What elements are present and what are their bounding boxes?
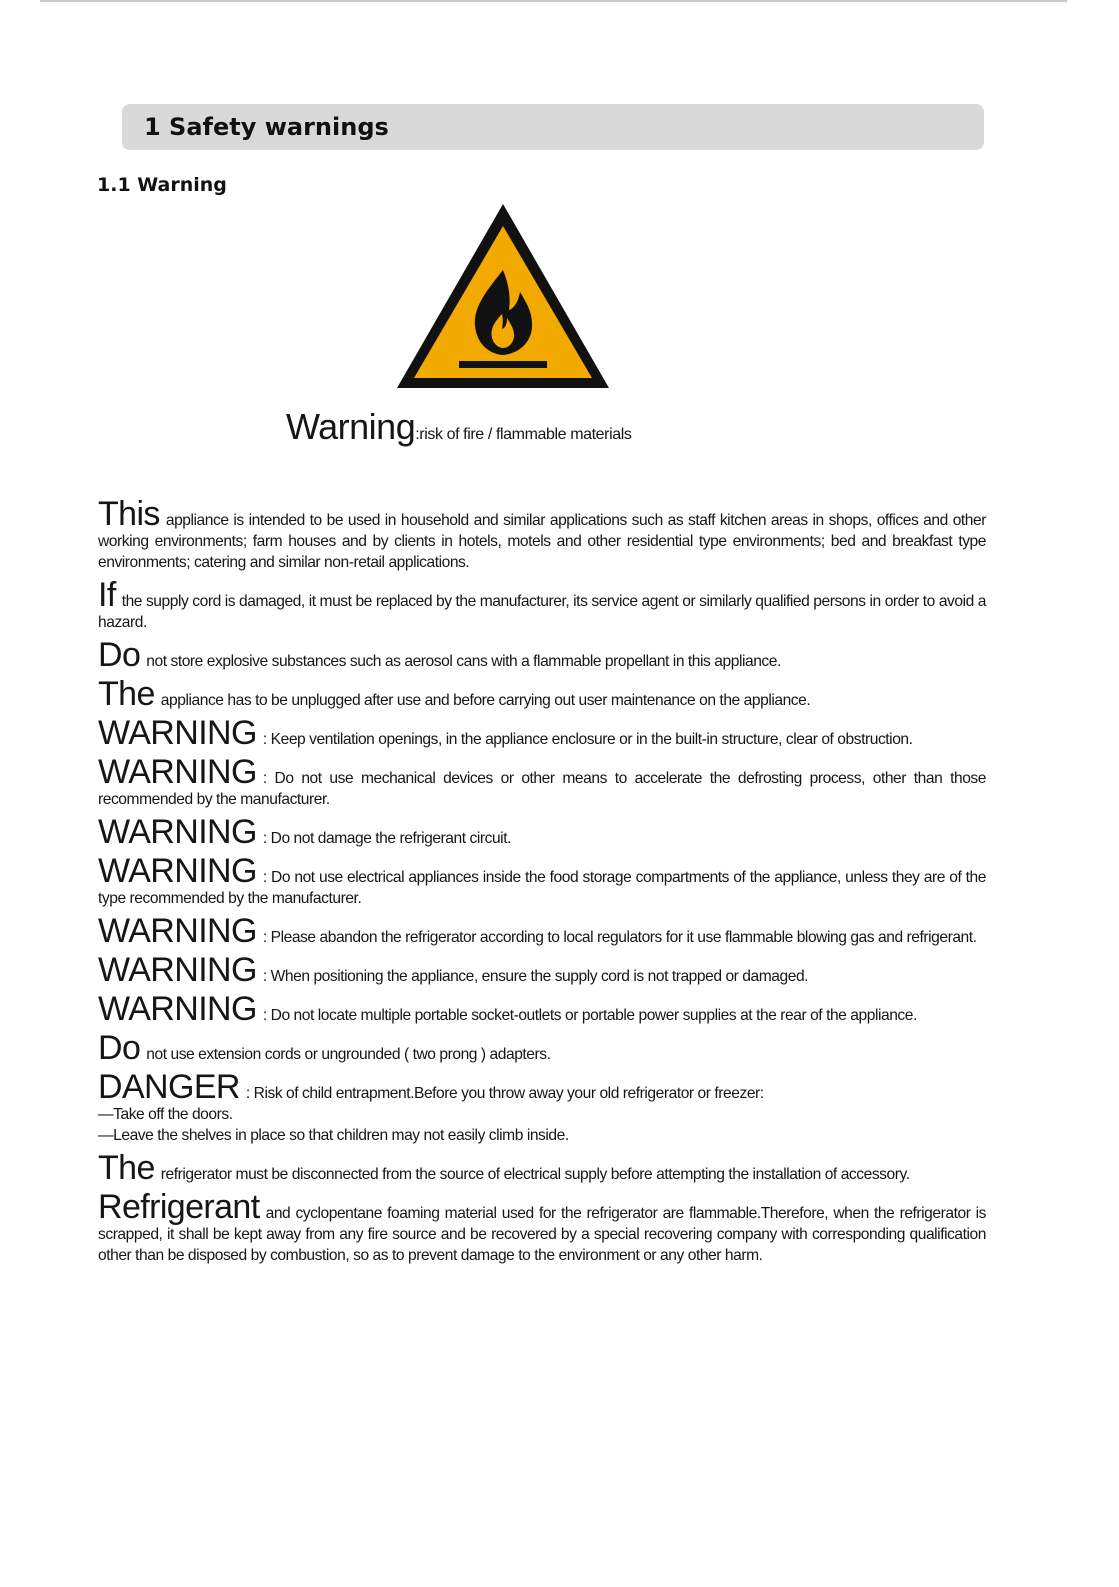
flammable-warning-icon <box>389 196 617 396</box>
paragraph-socket-outlets <box>98 990 986 1028</box>
paragraph-refrigerant-circuit <box>98 813 986 851</box>
danger-step: —Leave the shelves in place so that children may not easily climb inside. <box>98 1127 569 1144</box>
paragraph-text: not store explosive substances such as aerosol cans with a flammable propellant in this appliance. <box>146 653 781 670</box>
subsection-title: 1.1 Warning <box>97 174 227 196</box>
top-divider <box>40 0 1067 2</box>
paragraph-text: : Please abandon the refrigerator according to local regulators for it use flammable blowing gas and refrigerant. <box>262 929 977 946</box>
paragraph-lead: WARNING <box>98 951 257 989</box>
caption-word: Warning <box>286 406 416 447</box>
paragraph-text: : Do not use electrical appliances inside the food storage compartments of the appliance, unless they are of the type recommended by the manufacturer. <box>98 869 986 907</box>
surface-line <box>459 361 547 368</box>
paragraph-electrical-appliances <box>98 852 986 909</box>
warning-caption <box>286 406 632 448</box>
paragraph-lead: Refrigerant <box>98 1188 260 1226</box>
paragraph-positioning <box>98 951 986 989</box>
paragraph-lead: WARNING <box>98 852 257 890</box>
paragraph-lead: The <box>98 1149 155 1187</box>
paragraph-text: : Do not use mechanical devices or other means to accelerate the defrosting process, other than those recommended by the manufacturer. <box>98 770 986 808</box>
paragraph-lead: DANGER <box>98 1068 240 1106</box>
paragraph-explosives <box>98 636 986 674</box>
paragraph-lead: If <box>98 576 116 614</box>
paragraph-text: : Keep ventilation openings, in the appliance enclosure or in the built-in structure, clear of obstruction. <box>262 731 913 748</box>
danger-step: —Take off the doors. <box>98 1106 233 1123</box>
paragraph-text: appliance is intended to be used in household and similar applications such as staff kitchen areas in shops, offices and other working environments; farm houses and by clients in hotels, motels and other residential type environments; bed and breakfast type environments; catering and similar non-retail applications. <box>98 512 986 571</box>
paragraph-text: and cyclopentane foaming material used for the refrigerator are flammable.Therefore, when the refrigerator is scrapped, it shall be kept away from any fire source and be recovered by a special recovering company with corresponding qualification other than be disposed by combustion, so as to prevent damage to the environment or any other harm. <box>98 1205 986 1264</box>
paragraph-ventilation <box>98 714 986 752</box>
paragraph-text: not use extension cords or ungrounded ( two prong ) adapters. <box>146 1046 551 1063</box>
paragraph-lead: Do <box>98 636 141 674</box>
paragraph-lead: WARNING <box>98 990 257 1028</box>
paragraph-text: : When positioning the appliance, ensure the supply cord is not trapped or damaged. <box>262 968 809 985</box>
paragraph-lead: This <box>98 495 160 533</box>
paragraph-lead: WARNING <box>98 714 257 752</box>
paragraph-text: : Do not damage the refrigerant circuit. <box>262 830 511 847</box>
paragraph-text: appliance has to be unplugged after use and before carrying out user maintenance on the appliance. <box>160 692 811 709</box>
paragraph-danger-entrapment <box>98 1068 986 1146</box>
paragraph-text: the supply cord is damaged, it must be replaced by the manufacturer, its service agent or similarly qualified persons in order to avoid a hazard. <box>98 593 986 631</box>
section-header <box>122 104 984 150</box>
paragraph-text: refrigerator must be disconnected from the source of electrical supply before attempting the installation of accessory. <box>160 1166 910 1183</box>
paragraph-lead: Do <box>98 1029 141 1067</box>
paragraph-lead: WARNING <box>98 912 257 950</box>
caption-text: :risk of fire / flammable materials <box>415 426 632 443</box>
paragraph-lead: WARNING <box>98 753 257 791</box>
paragraph-accessory <box>98 1149 986 1187</box>
paragraph-text: : Risk of child entrapment.Before you throw away your old refrigerator or freezer: <box>245 1085 764 1102</box>
paragraph-extension-cords <box>98 1029 986 1067</box>
paragraph-unplug <box>98 675 986 713</box>
paragraph-refrigerant <box>98 1188 986 1266</box>
paragraph-text: : Do not locate multiple portable socket-outlets or portable power supplies at the rear of the appliance. <box>262 1007 917 1024</box>
section-title: 1 Safety warnings <box>144 113 389 141</box>
warnings-list <box>98 495 986 1274</box>
paragraph-lead: The <box>98 675 155 713</box>
paragraph-supply-cord <box>98 576 986 633</box>
paragraph-defrosting <box>98 753 986 810</box>
paragraph-disposal <box>98 912 986 950</box>
paragraph-intended-use <box>98 495 986 573</box>
paragraph-lead: WARNING <box>98 813 257 851</box>
